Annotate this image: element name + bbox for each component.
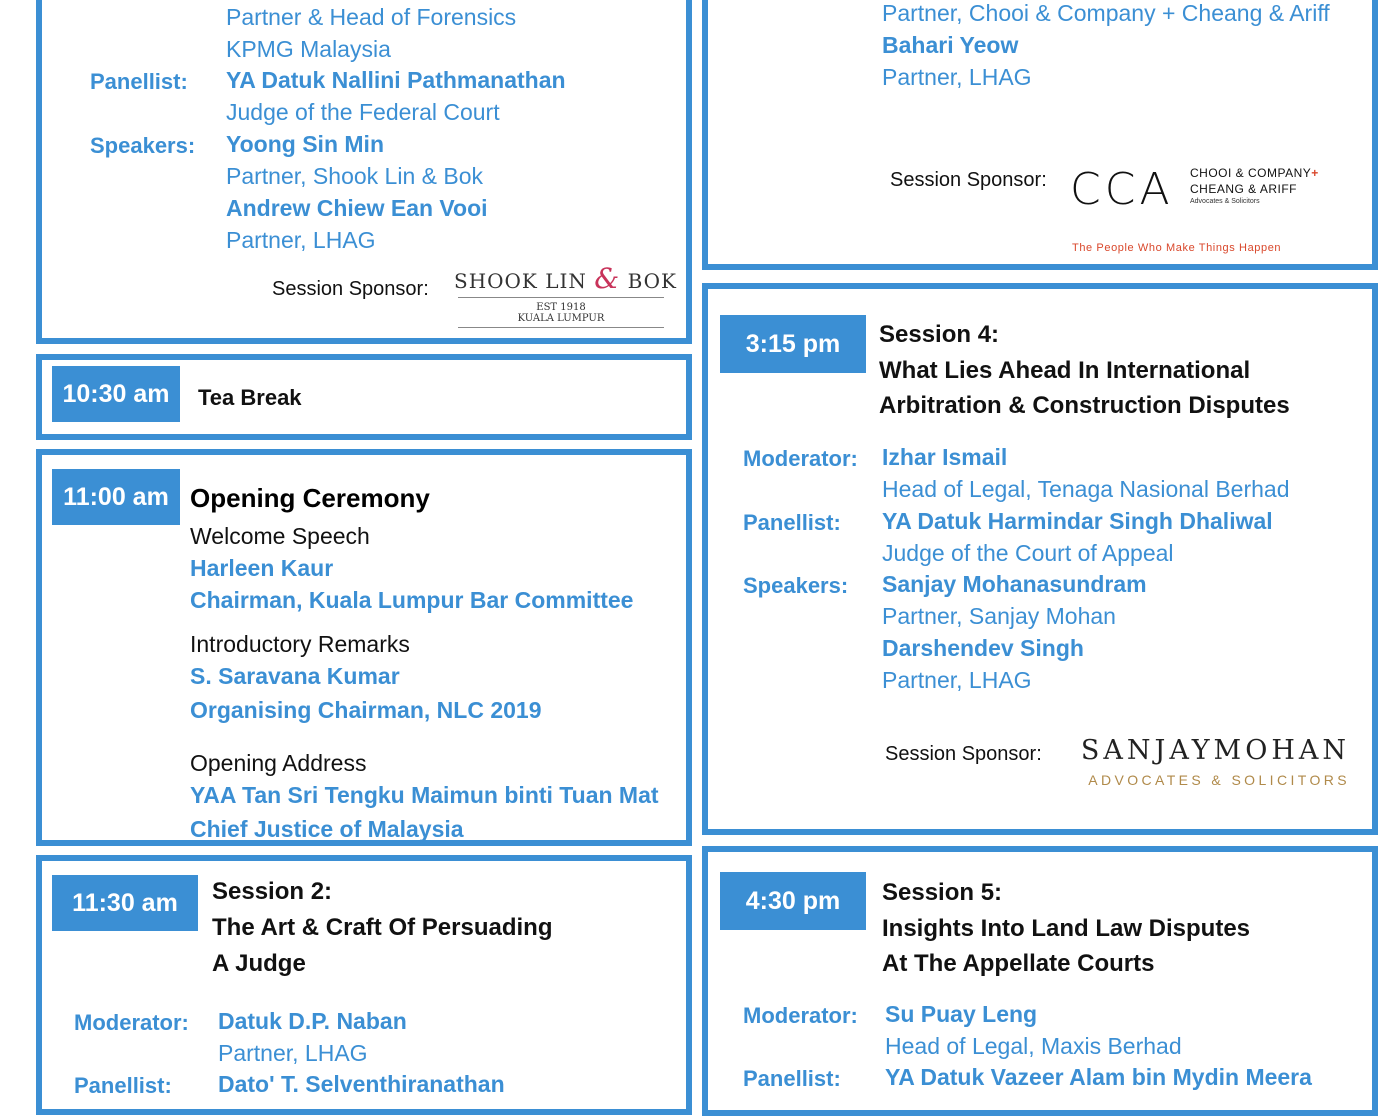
session1-card <box>36 0 692 344</box>
speaker-position: Partner, LHAG <box>226 227 376 253</box>
panellist-name: YA Datuk Vazeer Alam bin Mydin Meera <box>885 1064 1312 1090</box>
time-badge: 11:30 am <box>52 875 198 931</box>
speaker-position: Partner, LHAG <box>882 667 1032 693</box>
speaker-position: KPMG Malaysia <box>226 36 391 62</box>
session-number: Session 5: <box>882 879 1003 906</box>
panellist-name: YA Datuk Nallini Pathmanathan <box>226 67 566 93</box>
time-badge: 10:30 am <box>52 366 180 422</box>
speakers-label: Speakers: <box>90 133 196 158</box>
session-title: The Art & Craft Of Persuading <box>212 914 553 941</box>
session-number: Session 4: <box>879 321 1000 348</box>
session-number: Session 2: <box>212 878 333 905</box>
session-title: Insights Into Land Law Disputes <box>882 915 1251 942</box>
time-badge: 4:30 pm <box>720 872 866 930</box>
panellist-position: Judge of the Court of Appeal <box>882 540 1174 566</box>
speaker-position: Partner & Head of Forensics <box>226 4 517 30</box>
speaker-position: Partner, Chooi & Company + Cheang & Ariff <box>882 0 1330 26</box>
panellist-position: Judge of the Federal Court <box>226 99 500 125</box>
sanjay-mohan-logo: SANJAYMOHAN ADVOCATES & SOLICITORS <box>1080 735 1350 788</box>
panellist-label: Panellist: <box>90 69 188 94</box>
address-position: Chief Justice of Malaysia <box>190 816 464 842</box>
moderator-label: Moderator: <box>743 1003 858 1028</box>
opening-title: Opening Ceremony <box>190 483 430 513</box>
panellist-name: YA Datuk Harmindar Singh Dhaliwal <box>882 508 1273 534</box>
speaker-position: Partner, LHAG <box>882 64 1032 90</box>
session2-card <box>36 855 692 1115</box>
intro-name: S. Saravana Kumar <box>190 663 400 689</box>
panellist-label: Panellist: <box>74 1073 172 1098</box>
opening-ceremony-card <box>36 449 692 846</box>
speaker-name: Darshendev Singh <box>882 635 1084 661</box>
speaker-name: Bahari Yeow <box>882 32 1019 58</box>
intro-position: Organising Chairman, NLC 2019 <box>190 697 542 723</box>
session-sponsor-label: Session Sponsor: <box>890 169 1047 191</box>
moderator-name: Izhar Ismail <box>882 444 1008 470</box>
welcome-name: Harleen Kaur <box>190 555 334 581</box>
welcome-label: Welcome Speech <box>190 523 370 549</box>
speaker-position: Partner, Shook Lin & Bok <box>226 163 483 189</box>
moderator-position: Partner, LHAG <box>218 1040 368 1066</box>
tea-break-title: Tea Break <box>198 385 302 410</box>
address-name: YAA Tan Sri Tengku Maimun binti Tuan Mat <box>190 782 659 808</box>
session-title: Arbitration & Construction Disputes <box>879 392 1290 419</box>
moderator-label: Moderator: <box>74 1010 189 1035</box>
shook-lin-bok-logo: SHOOK LIN & BOK EST 1918 KUALA LUMPUR <box>454 262 668 332</box>
session-title: A Judge <box>212 950 306 977</box>
session3-card <box>702 0 1378 270</box>
moderator-label: Moderator: <box>743 446 858 471</box>
speakers-label: Speakers: <box>743 573 849 598</box>
panellist-label: Panellist: <box>743 510 841 535</box>
moderator-position: Head of Legal, Maxis Berhad <box>885 1033 1182 1059</box>
session5-card <box>702 846 1378 1116</box>
session-sponsor-label: Session Sponsor: <box>272 278 429 300</box>
session-title: What Lies Ahead In International <box>879 357 1251 384</box>
speaker-name: Sanjay Mohanasundram <box>882 571 1147 597</box>
time-badge: 3:15 pm <box>720 315 866 373</box>
address-label: Opening Address <box>190 750 367 776</box>
welcome-position: Chairman, Kuala Lumpur Bar Committee <box>190 587 634 613</box>
panellist-label: Panellist: <box>743 1066 841 1091</box>
session-sponsor-label: Session Sponsor: <box>885 743 1042 765</box>
cca-logo: CCA CHOOI & COMPANY+ CHEANG & ARIFF Advocates & Solicitors The People Who Make Things Happen <box>1070 164 1319 254</box>
moderator-position: Head of Legal, Tenaga Nasional Berhad <box>882 476 1290 502</box>
moderator-name: Datuk D.P. Naban <box>218 1008 407 1034</box>
session4-card <box>702 283 1378 835</box>
tea-break-card <box>36 354 692 440</box>
intro-label: Introductory Remarks <box>190 631 410 657</box>
speaker-name: Andrew Chiew Ean Vooi <box>226 195 488 221</box>
moderator-name: Su Puay Leng <box>885 1001 1038 1027</box>
speaker-position: Partner, Sanjay Mohan <box>882 603 1116 629</box>
time-badge: 11:00 am <box>52 469 180 525</box>
panellist-name: Dato' T. Selventhiranathan <box>218 1071 505 1097</box>
speaker-name: Yoong Sin Min <box>226 131 384 157</box>
session-title: At The Appellate Courts <box>882 950 1155 977</box>
